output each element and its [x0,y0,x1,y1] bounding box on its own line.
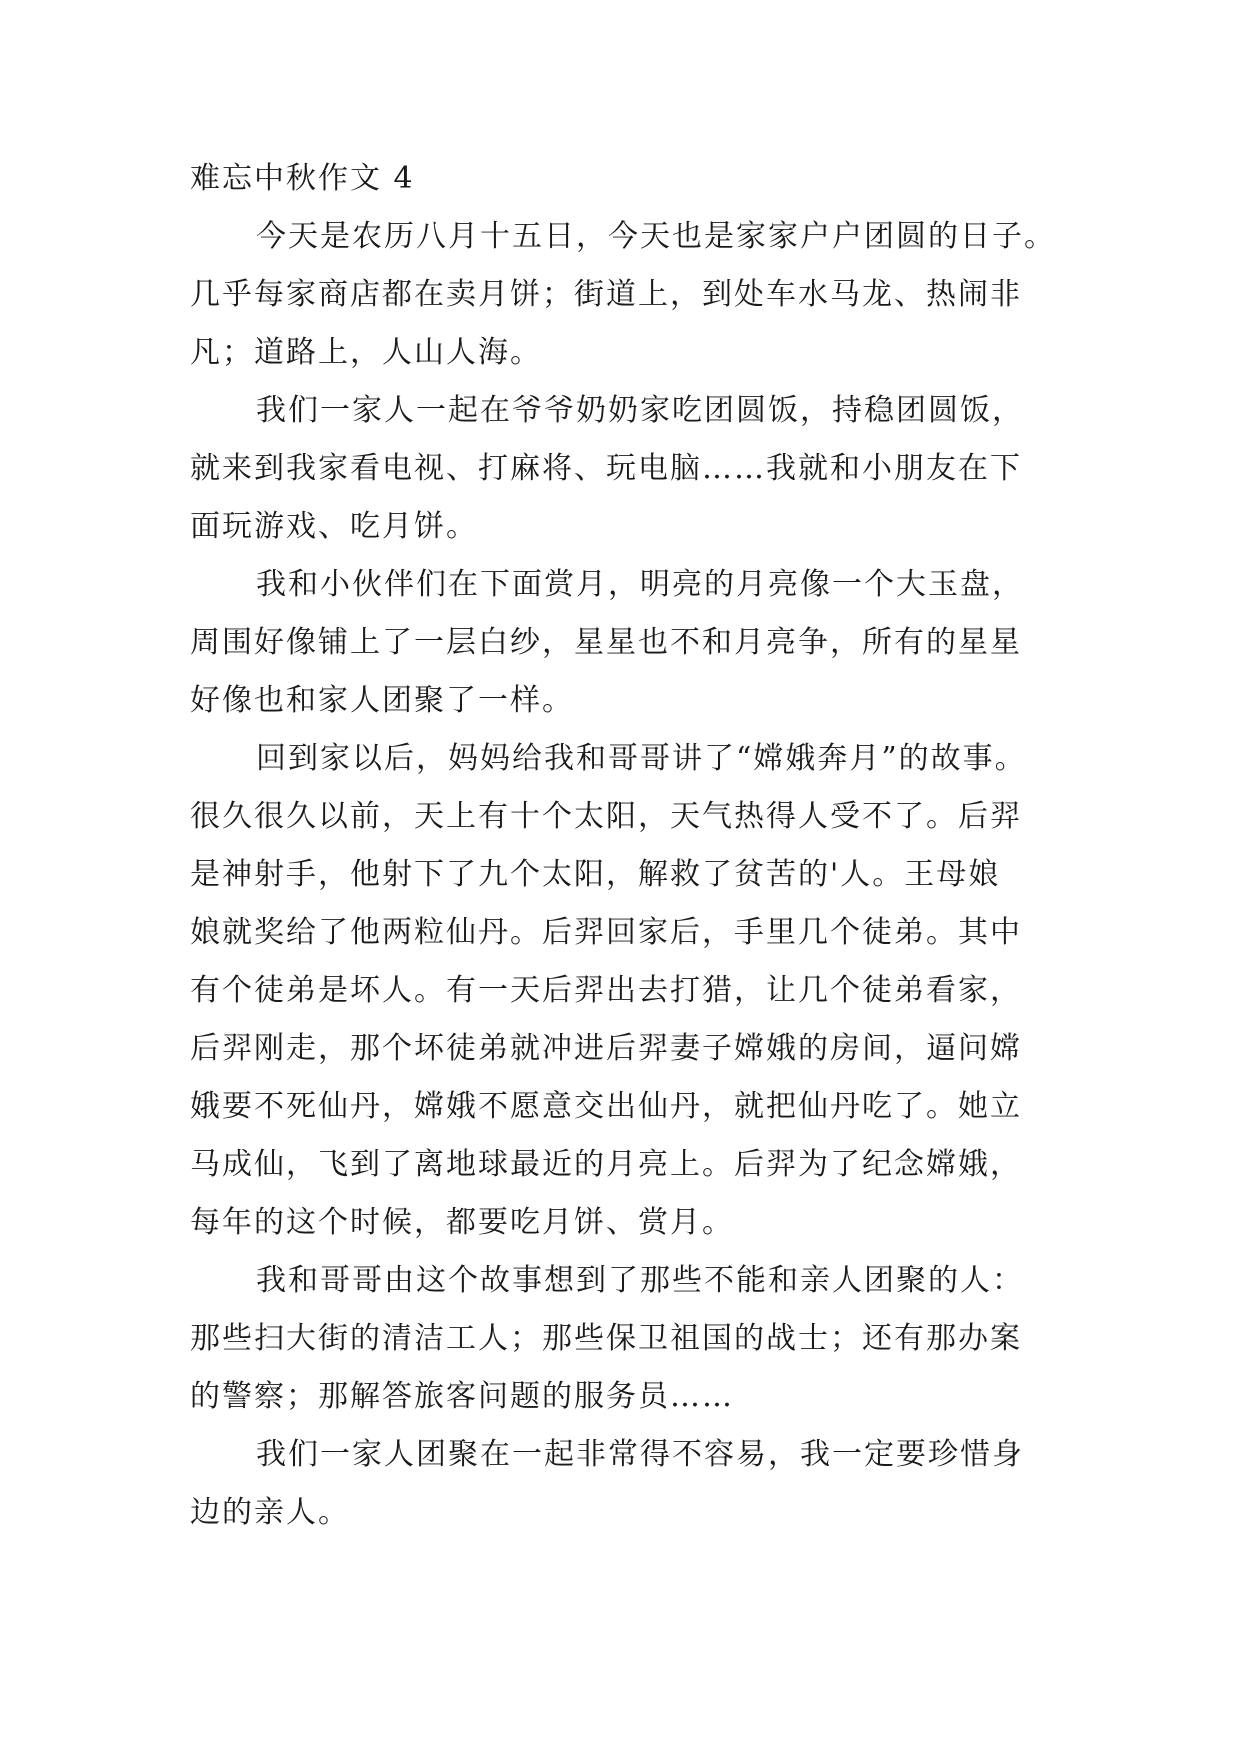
paragraph-line: 周围好像铺上了一层白纱，星星也不和月亮争，所有的星星 [190,625,1022,660]
document-body [190,150,1070,1542]
paragraph-line: 娥要不死仙丹，嫦娥不愿意交出仙丹，就把仙丹吃了。她立 [190,1089,1022,1124]
paragraph-line: 我们一家人一起在爷爷奶奶家吃团圆饭，持稳团圆饭， [256,393,1024,428]
paragraph-line: 娘就奖给了他两粒仙丹。后羿回家后，手里几个徒弟。其中 [190,915,1022,950]
paragraph-6 [190,1426,1070,1542]
paragraph-line: 我和小伙伴们在下面赏月，明亮的月亮像一个大玉盘， [256,567,1024,602]
paragraph-2 [190,382,1070,556]
paragraph-line: 马成仙，飞到了离地球最近的月亮上。后羿为了纪念嫦娥， [190,1147,1022,1182]
paragraph-5 [190,1252,1070,1426]
paragraph-line: 今天是农历八月十五日，今天也是家家户户团圆的日子。 [256,219,1056,254]
paragraph-line: 边的亲人。 [190,1495,350,1530]
paragraph-line: 好像也和家人团聚了一样。 [190,683,574,718]
paragraph-line: 每年的这个时候，都要吃月饼、赏月。 [190,1205,734,1240]
paragraph-line: 那些扫大街的清洁工人；那些保卫祖国的战士；还有那办案 [190,1321,1022,1356]
paragraph-line: 就来到我家看电视、打麻将、玩电脑……我就和小朋友在下 [190,451,1022,486]
paragraph-line: 是神射手，他射下了九个太阳，解救了贫苦的'人。王母娘 [190,857,1001,892]
paragraph-line: 几乎每家商店都在卖月饼；街道上，到处车水马龙、热闹非 [190,277,1022,312]
paragraph-line: 面玩游戏、吃月饼。 [190,509,478,544]
paragraph-1 [190,208,1070,382]
paragraph-line: 后羿刚走，那个坏徒弟就冲进后羿妻子嫦娥的房间，逼问嫦 [190,1031,1022,1066]
paragraph-line: 回到家以后，妈妈给我和哥哥讲了“嫦娥奔月”的故事。 [256,741,1027,776]
paragraph-line: 有个徒弟是坏人。有一天后羿出去打猎，让几个徒弟看家， [190,973,1022,1008]
paragraph-line: 我们一家人团聚在一起非常得不容易，我一定要珍惜身 [256,1437,1024,1472]
paragraph-3 [190,556,1070,730]
paragraph-4 [190,730,1070,1252]
paragraph-line: 我和哥哥由这个故事想到了那些不能和亲人团聚的人： [256,1263,1024,1298]
paragraph-line: 凡；道路上，人山人海。 [190,335,542,370]
paragraph-line: 很久很久以前，天上有十个太阳，天气热得人受不了。后羿 [190,799,1022,834]
document-title: 难忘中秋作文 4 [190,161,415,196]
paragraph-line: 的警察；那解答旅客问题的服务员…… [190,1379,734,1414]
